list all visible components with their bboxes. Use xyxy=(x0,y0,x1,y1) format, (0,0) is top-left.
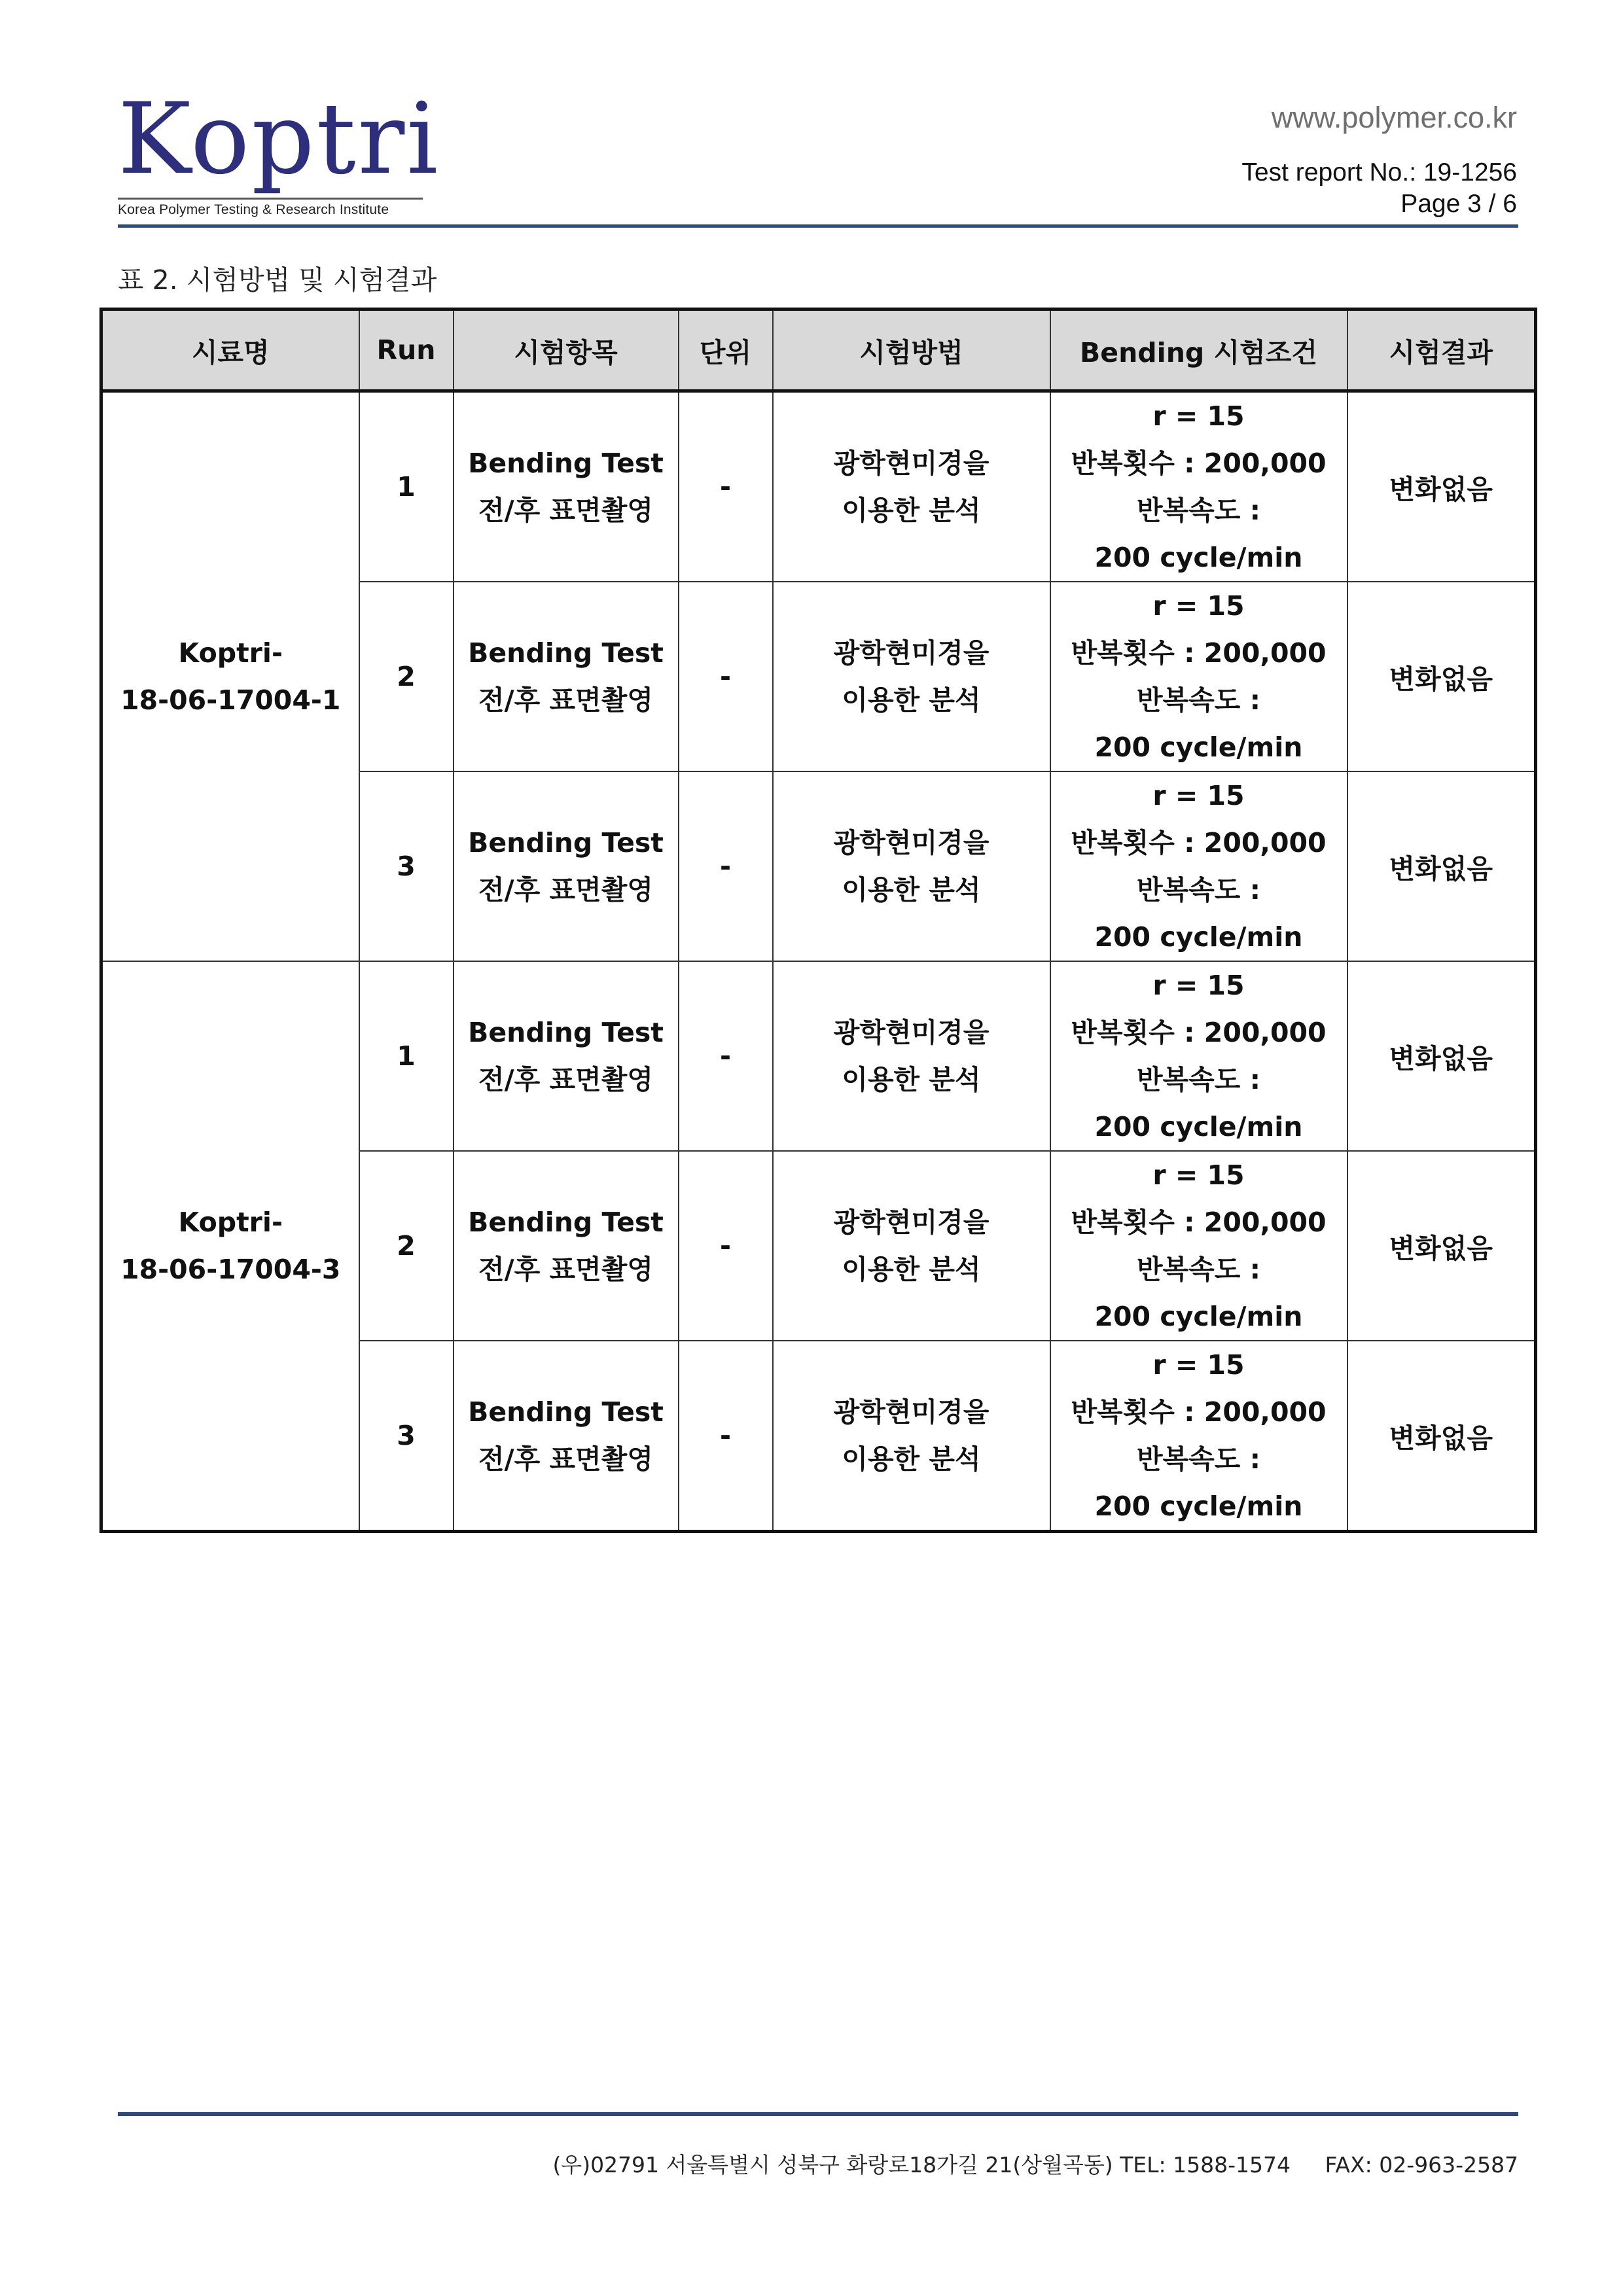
test-item-cell xyxy=(454,1341,679,1532)
condition-line: 반복횟수 : 200,000 xyxy=(1071,1207,1327,1238)
test-item-line: Bending Test xyxy=(468,1396,664,1428)
condition-line: 200 cycle/min xyxy=(1094,732,1303,763)
condition-line: 반복속도 : xyxy=(1136,874,1261,906)
test-item-line: 전/후 표면촬영 xyxy=(478,1443,653,1475)
logo-wordmark: Koptri xyxy=(118,82,440,196)
condition-cell xyxy=(1050,1151,1347,1341)
method-cell xyxy=(773,391,1050,582)
header-test-item: 시험항목 xyxy=(454,309,679,391)
header-run: Run xyxy=(359,309,454,391)
table-header-row xyxy=(101,309,1536,391)
condition-cell xyxy=(1050,771,1347,961)
test-item-line: 전/후 표면촬영 xyxy=(478,495,653,526)
test-item-line: 전/후 표면촬영 xyxy=(478,1254,653,1285)
condition-line: 반복횟수 : 200,000 xyxy=(1071,827,1327,858)
report-header-info xyxy=(1241,98,1517,220)
logo-subtitle: Korea Polymer Testing & Research Institute xyxy=(118,202,389,217)
sample-name-cell xyxy=(101,961,359,1532)
condition-cell xyxy=(1050,582,1347,771)
method-line: 광학현미경을 xyxy=(833,827,990,858)
table-row xyxy=(101,391,1536,582)
run-cell: 1 xyxy=(359,391,454,582)
condition-line: r = 15 xyxy=(1152,780,1245,811)
sample-name-line: Koptri- xyxy=(178,1207,283,1238)
test-item-line: Bending Test xyxy=(468,1017,664,1048)
test-item-line: Bending Test xyxy=(468,827,664,858)
header-test-result: 시험결과 xyxy=(1347,309,1536,391)
condition-line: 반복속도 : xyxy=(1136,684,1261,716)
result-cell: 변화없음 xyxy=(1347,1341,1536,1532)
result-cell: 변화없음 xyxy=(1347,771,1536,961)
test-item-line: Bending Test xyxy=(468,448,664,479)
run-cell: 3 xyxy=(359,771,454,961)
result-cell: 변화없음 xyxy=(1347,582,1536,771)
condition-line: r = 15 xyxy=(1152,970,1245,1001)
test-item-line: 전/후 표면촬영 xyxy=(478,684,653,716)
condition-line: 200 cycle/min xyxy=(1094,1111,1303,1142)
condition-line: 반복속도 : xyxy=(1136,1254,1261,1285)
unit-cell: - xyxy=(679,961,773,1151)
condition-cell xyxy=(1050,961,1347,1151)
results-table xyxy=(99,308,1537,1533)
condition-line: 200 cycle/min xyxy=(1094,542,1303,573)
run-cell: 3 xyxy=(359,1341,454,1532)
run-cell: 2 xyxy=(359,1151,454,1341)
method-line: 광학현미경을 xyxy=(833,1207,990,1238)
unit-cell: - xyxy=(679,1151,773,1341)
header-unit: 단위 xyxy=(679,309,773,391)
method-line: 이용한 분석 xyxy=(842,684,981,716)
condition-line: 반복횟수 : 200,000 xyxy=(1071,1017,1327,1048)
condition-line: 200 cycle/min xyxy=(1094,1491,1303,1522)
condition-line: 반복횟수 : 200,000 xyxy=(1071,637,1327,669)
test-item-cell xyxy=(454,771,679,961)
header-bending-conditions: Bending 시험조건 xyxy=(1050,309,1347,391)
method-cell xyxy=(773,582,1050,771)
condition-line: 200 cycle/min xyxy=(1094,1301,1303,1332)
condition-line: 반복속도 : xyxy=(1136,1064,1261,1095)
method-line: 광학현미경을 xyxy=(833,448,990,479)
method-line: 이용한 분석 xyxy=(842,1254,981,1285)
unit-cell: - xyxy=(679,391,773,582)
test-item-cell xyxy=(454,582,679,771)
method-cell xyxy=(773,961,1050,1151)
footer-address: (우)02791 서울특별시 성북구 화랑로18가길 21(상월곡동) TEL: 1588-1574 FAX: 02-963-2587 xyxy=(552,2152,1518,2178)
condition-line: 반복속도 : xyxy=(1136,1443,1261,1475)
method-cell xyxy=(773,1341,1050,1532)
unit-cell: - xyxy=(679,582,773,771)
unit-cell: - xyxy=(679,1341,773,1532)
method-cell xyxy=(773,771,1050,961)
header-sample-name: 시료명 xyxy=(101,309,359,391)
method-line: 광학현미경을 xyxy=(833,1396,990,1428)
result-cell: 변화없음 xyxy=(1347,961,1536,1151)
sample-id-line: 18-06-17004-3 xyxy=(120,1254,341,1285)
unit-cell: - xyxy=(679,771,773,961)
condition-line: r = 15 xyxy=(1152,1349,1245,1381)
run-cell: 1 xyxy=(359,961,454,1151)
result-cell: 변화없음 xyxy=(1347,391,1536,582)
footer-divider xyxy=(118,2112,1518,2116)
test-item-cell xyxy=(454,961,679,1151)
method-line: 이용한 분석 xyxy=(842,874,981,906)
page-number: Page 3 / 6 xyxy=(1400,190,1517,218)
table-row xyxy=(101,961,1536,1151)
logo-underline xyxy=(118,198,423,200)
condition-line: 200 cycle/min xyxy=(1094,921,1303,953)
header-divider xyxy=(118,224,1518,228)
table-caption: 표 2. 시험방법 및 시험결과 xyxy=(118,264,437,296)
sample-name-cell xyxy=(101,391,359,962)
sample-name-line: Koptri- xyxy=(178,637,283,669)
condition-line: 반복속도 : xyxy=(1136,495,1261,526)
test-item-cell xyxy=(454,391,679,582)
test-item-cell xyxy=(454,1151,679,1341)
condition-line: r = 15 xyxy=(1152,1159,1245,1191)
method-line: 이용한 분석 xyxy=(842,1443,981,1475)
method-cell xyxy=(773,1151,1050,1341)
condition-line: 반복횟수 : 200,000 xyxy=(1071,448,1327,479)
condition-cell xyxy=(1050,391,1347,582)
condition-cell xyxy=(1050,1341,1347,1532)
method-line: 이용한 분석 xyxy=(842,495,981,526)
header-test-method: 시험방법 xyxy=(773,309,1050,391)
condition-line: r = 15 xyxy=(1152,400,1245,432)
report-number: Test report No.: 19-1256 xyxy=(1241,158,1517,186)
condition-line: 반복횟수 : 200,000 xyxy=(1071,1396,1327,1428)
test-item-line: 전/후 표면촬영 xyxy=(478,1064,653,1095)
run-cell: 2 xyxy=(359,582,454,771)
method-line: 광학현미경을 xyxy=(833,1017,990,1048)
method-line: 광학현미경을 xyxy=(833,637,990,669)
condition-line: r = 15 xyxy=(1152,590,1245,622)
test-item-line: Bending Test xyxy=(468,637,664,669)
sample-id-line: 18-06-17004-1 xyxy=(120,684,341,716)
website-url[interactable]: www.polymer.co.kr xyxy=(1271,101,1517,134)
method-line: 이용한 분석 xyxy=(842,1064,981,1095)
result-cell: 변화없음 xyxy=(1347,1151,1536,1341)
koptri-logo xyxy=(118,82,440,218)
test-item-line: Bending Test xyxy=(468,1207,664,1238)
test-item-line: 전/후 표면촬영 xyxy=(478,874,653,906)
